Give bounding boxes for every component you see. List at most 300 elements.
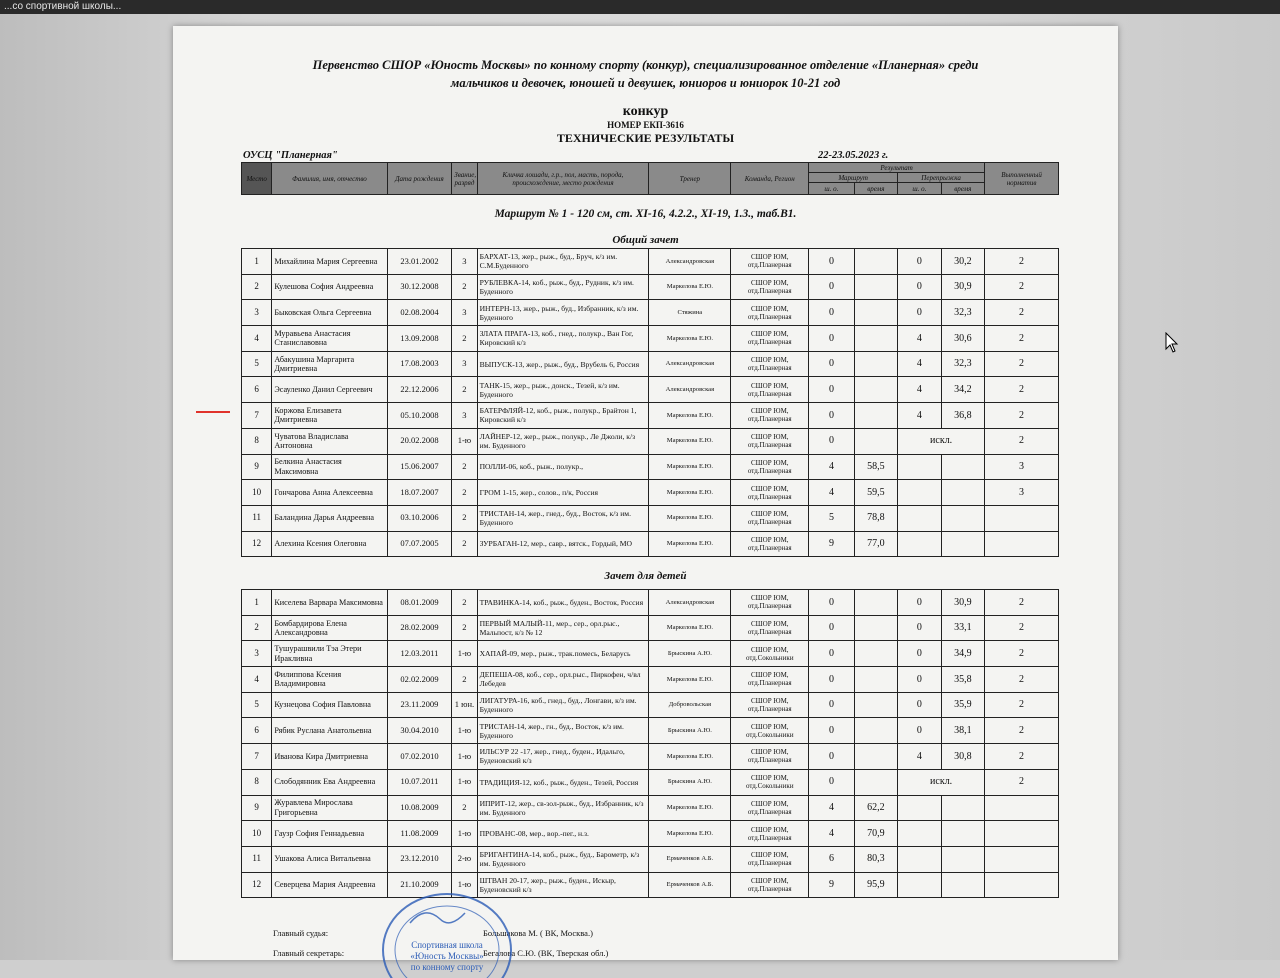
table-row xyxy=(242,667,1059,693)
section-title-general: Общий зачет xyxy=(612,234,679,246)
team-cell: СШОР ЮМ, отд.Планерная xyxy=(731,403,809,429)
team-cell: СШОР ЮМ, отд.Планерная xyxy=(731,480,809,506)
jumpoff-penalty-cell xyxy=(898,821,941,847)
table-row xyxy=(242,769,1059,795)
table-row xyxy=(242,505,1059,531)
team-cell: СШОР ЮМ, отд.Планерная xyxy=(731,667,809,693)
team-cell: СШОР ЮМ, отд.Сокольники xyxy=(731,718,809,744)
coach-cell: Ермаченков А.Б. xyxy=(649,846,731,872)
athlete-name-cell: Гаузр София Геннадьевна xyxy=(272,821,387,847)
place-cell: 3 xyxy=(242,641,272,667)
route-time-cell: 77,0 xyxy=(854,531,897,557)
route-time-cell: 70,9 xyxy=(854,821,897,847)
excluded-cell: искл. xyxy=(898,769,985,795)
col-horse: Кличка лошади, г.р., пол, масть, порода, происхождение, место рождения xyxy=(477,163,649,195)
document-title: конкур xyxy=(622,104,669,119)
norm-cell xyxy=(985,846,1059,872)
results-table-general xyxy=(241,248,1059,557)
category-cell: 2 xyxy=(452,795,477,821)
category-cell: 3 xyxy=(452,249,477,275)
route-time-cell xyxy=(854,428,897,454)
jumpoff-penalty-cell xyxy=(898,872,941,898)
jumpoff-penalty-cell: 4 xyxy=(898,326,941,352)
coach-cell: Маркелова Е.Ю. xyxy=(649,505,731,531)
jumpoff-time-cell xyxy=(941,821,984,847)
category-cell: 2 xyxy=(452,274,477,300)
header-line-1: Первенство СШОР «Юность Москвы» по конному спорту (конкур), специализированное отделение «Планерная» среди xyxy=(312,58,979,72)
jumpoff-penalty-cell xyxy=(898,454,941,480)
athlete-name-cell: Муравьева Анастасия Станиславовна xyxy=(272,326,387,352)
table-row xyxy=(242,480,1059,506)
norm-cell xyxy=(985,795,1059,821)
athlete-name-cell: Бомбардирова Елена Александровна xyxy=(272,615,387,641)
jumpoff-time-cell: 30,9 xyxy=(941,590,984,616)
horse-cell: ДЕПЕША-08, коб., сер., орл.рыс., Пиркофен, ч/вл Лебедев xyxy=(477,667,649,693)
horse-cell: ВЫПУСК-13, жер., рыж., буд., Врубель 6, Россия xyxy=(477,351,649,377)
jumpoff-time-cell: 38,1 xyxy=(941,718,984,744)
team-cell: СШОР ЮМ, отд.Планерная xyxy=(731,326,809,352)
coach-cell: Маркелова Е.Ю. xyxy=(649,615,731,641)
table-row xyxy=(242,795,1059,821)
athlete-name-cell: Эсауленко Данил Сергеевич xyxy=(272,377,387,403)
team-cell: СШОР ЮМ, отд.Планерная xyxy=(731,615,809,641)
coach-cell: Маркелова Е.Ю. xyxy=(649,821,731,847)
athlete-name-cell: Тушурашвили Тэа Этери Иракливна xyxy=(272,641,387,667)
birth-date-cell: 07.02.2010 xyxy=(387,744,452,770)
category-cell: 2 xyxy=(452,377,477,403)
jumpoff-penalty-cell: 0 xyxy=(898,692,941,718)
coach-cell: Маркелова Е.Ю. xyxy=(649,274,731,300)
horse-cell: ПОЛЛИ-06, коб., рыж., полукр., xyxy=(477,454,649,480)
coach-cell: Маркелова Е.Ю. xyxy=(649,531,731,557)
table-row xyxy=(242,351,1059,377)
category-cell: 3 xyxy=(452,300,477,326)
birth-date-cell: 23.11.2009 xyxy=(387,692,452,718)
place-cell: 4 xyxy=(242,326,272,352)
route-time-cell xyxy=(854,692,897,718)
place-cell: 8 xyxy=(242,769,272,795)
route-time-cell xyxy=(854,300,897,326)
col-route-time: время xyxy=(854,183,897,195)
route-penalty-cell: 4 xyxy=(809,821,855,847)
horse-cell: БРИГАНТИНА-14, коб., рыж., буд., Барометр, к/з им. Буденного xyxy=(477,846,649,872)
norm-cell: 2 xyxy=(985,667,1059,693)
athlete-name-cell: Коржова Елизавета Дмитриевна xyxy=(272,403,387,429)
jumpoff-penalty-cell xyxy=(898,795,941,821)
horse-cell: ЗУРБАГАН-12, мер., савр., вятск., Гордый, МО xyxy=(477,531,649,557)
table-row xyxy=(242,821,1059,847)
norm-cell: 2 xyxy=(985,744,1059,770)
horse-cell: ТРАВИНКА-14, коб., рыж., буден., Восток, Россия xyxy=(477,590,649,616)
table-row xyxy=(242,744,1059,770)
place-cell: 1 xyxy=(242,249,272,275)
birth-date-cell: 30.12.2008 xyxy=(387,274,452,300)
category-cell: 1-ю xyxy=(452,872,477,898)
column-header-table xyxy=(241,162,1059,195)
route-time-cell: 62,2 xyxy=(854,795,897,821)
norm-cell: 3 xyxy=(985,454,1059,480)
norm-cell: 2 xyxy=(985,641,1059,667)
route-time-cell xyxy=(854,274,897,300)
category-cell: 2 xyxy=(452,531,477,557)
jumpoff-time-cell xyxy=(941,505,984,531)
birth-date-cell: 18.07.2007 xyxy=(387,480,452,506)
coach-cell: Ермаченков А.Б. xyxy=(649,872,731,898)
table-row xyxy=(242,428,1059,454)
route-time-cell xyxy=(854,744,897,770)
team-cell: СШОР ЮМ, отд.Планерная xyxy=(731,377,809,403)
route-time-cell: 95,9 xyxy=(854,872,897,898)
place-cell: 5 xyxy=(242,692,272,718)
route-time-cell xyxy=(854,326,897,352)
horse-cell: ЗЛАТА ПРАГА-13, коб., гнед., полукр., Ван Гог, Кировский к/з xyxy=(477,326,649,352)
col-result: Результат xyxy=(809,163,985,173)
place-cell: 12 xyxy=(242,872,272,898)
table-row xyxy=(242,615,1059,641)
athlete-name-cell: Иванова Кира Дмитриевна xyxy=(272,744,387,770)
jumpoff-time-cell xyxy=(941,795,984,821)
secretary-label: Главный секретарь: xyxy=(273,948,345,958)
jumpoff-time-cell: 30,6 xyxy=(941,326,984,352)
place-cell: 2 xyxy=(242,615,272,641)
horse-cell: ЛАЙНЕР-12, жер., рыж., полукр., Ле Джоли, к/з им. Буденного xyxy=(477,428,649,454)
horse-cell: ПРОВАНС-08, мер., вор.-пег., н.з. xyxy=(477,821,649,847)
team-cell: СШОР ЮМ, отд.Планерная xyxy=(731,692,809,718)
team-cell: СШОР ЮМ, отд.Планерная xyxy=(731,505,809,531)
horse-cell: БАРХАТ-13, жер., рыж., буд., Бруч, к/з им. С.М.Буденного xyxy=(477,249,649,275)
table-row xyxy=(242,377,1059,403)
horse-cell: БАТЕРФЛЯЙ-12, коб., рыж., полукр., Брайтон 1, Кировский к/з xyxy=(477,403,649,429)
place-cell: 9 xyxy=(242,454,272,480)
norm-cell xyxy=(985,872,1059,898)
place-cell: 2 xyxy=(242,274,272,300)
athlete-name-cell: Филиппова Ксения Владимировна xyxy=(272,667,387,693)
jumpoff-time-cell: 34,9 xyxy=(941,641,984,667)
athlete-name-cell: Баландина Дарья Андреевна xyxy=(272,505,387,531)
route-penalty-cell: 0 xyxy=(809,249,855,275)
birth-date-cell: 10.07.2011 xyxy=(387,769,452,795)
coach-cell: Брыскина А.Ю. xyxy=(649,769,731,795)
birth-date-cell: 21.10.2009 xyxy=(387,872,452,898)
route-penalty-cell: 0 xyxy=(809,428,855,454)
birth-date-cell: 23.12.2010 xyxy=(387,846,452,872)
team-cell: СШОР ЮМ, отд.Планерная xyxy=(731,872,809,898)
horse-cell: РУБЛЕВКА-14, коб., рыж., буд., Рудник, к/з им. Буденного xyxy=(477,274,649,300)
jumpoff-time-cell: 32,3 xyxy=(941,351,984,377)
place-cell: 11 xyxy=(242,846,272,872)
horse-cell: ИПРИТ-12, жер., св-зол-рыж., буд., Избранник, к/з им. Буденного xyxy=(477,795,649,821)
team-cell: СШОР ЮМ, отд.Планерная xyxy=(731,300,809,326)
team-cell: СШОР ЮМ, отд.Планерная xyxy=(731,744,809,770)
category-cell: 1 юн. xyxy=(452,692,477,718)
coach-cell: Маркелова Е.Ю. xyxy=(649,403,731,429)
table-row xyxy=(242,454,1059,480)
col-name: Фамилия, имя, отчество xyxy=(272,163,387,195)
col-jumpoff-penalty: ш. о. xyxy=(898,183,941,195)
jumpoff-penalty-cell: 0 xyxy=(898,615,941,641)
athlete-name-cell: Алехина Ксения Олеговна xyxy=(272,531,387,557)
table-row xyxy=(242,641,1059,667)
stamp-line-2: «Юность Москвы» xyxy=(410,951,484,961)
route-time-cell xyxy=(854,615,897,641)
birth-date-cell: 30.04.2010 xyxy=(387,718,452,744)
col-route-penalty: ш. о. xyxy=(809,183,854,195)
route-time-cell xyxy=(854,641,897,667)
route-penalty-cell: 0 xyxy=(809,590,855,616)
table-row xyxy=(242,718,1059,744)
norm-cell: 2 xyxy=(985,692,1059,718)
place-cell: 7 xyxy=(242,403,272,429)
col-jumpoff: Перепрыжка xyxy=(898,173,985,183)
birth-date-cell: 15.06.2007 xyxy=(387,454,452,480)
route-penalty-cell: 9 xyxy=(809,531,855,557)
route-penalty-cell: 0 xyxy=(809,769,855,795)
norm-cell: 2 xyxy=(985,769,1059,795)
norm-cell: 2 xyxy=(985,428,1059,454)
route-title: Маршрут № 1 - 120 см, ст. XI-16, 4.2.2., XI-19, 1.3., таб.В1. xyxy=(494,208,797,220)
jumpoff-penalty-cell xyxy=(898,480,941,506)
place-cell: 8 xyxy=(242,428,272,454)
athlete-name-cell: Киселева Варвара Максимовна xyxy=(272,590,387,616)
document-title-block xyxy=(173,104,1118,145)
route-time-cell xyxy=(854,590,897,616)
jumpoff-time-cell: 35,8 xyxy=(941,667,984,693)
jumpoff-penalty-cell: 0 xyxy=(898,667,941,693)
athlete-name-cell: Чуватова Владислава Антоновна xyxy=(272,428,387,454)
jumpoff-time-cell: 30,9 xyxy=(941,274,984,300)
team-cell: СШОР ЮМ, отд.Сокольники xyxy=(731,769,809,795)
coach-cell: Маркелова Е.Ю. xyxy=(649,454,731,480)
norm-cell: 2 xyxy=(985,590,1059,616)
route-penalty-cell: 5 xyxy=(809,505,855,531)
route-penalty-cell: 0 xyxy=(809,377,855,403)
col-place: Место xyxy=(242,163,272,195)
norm-cell: 2 xyxy=(985,718,1059,744)
route-penalty-cell: 0 xyxy=(809,274,855,300)
results-table-children xyxy=(241,589,1059,898)
route-time-cell xyxy=(854,249,897,275)
birth-date-cell: 12.03.2011 xyxy=(387,641,452,667)
col-jumpoff-time: время xyxy=(941,183,985,195)
team-cell: СШОР ЮМ, отд.Планерная xyxy=(731,821,809,847)
birth-date-cell: 11.08.2009 xyxy=(387,821,452,847)
route-penalty-cell: 0 xyxy=(809,351,855,377)
norm-cell xyxy=(985,505,1059,531)
birth-date-cell: 23.01.2002 xyxy=(387,249,452,275)
route-time-cell: 78,8 xyxy=(854,505,897,531)
athlete-name-cell: Рябик Руслана Анатольевна xyxy=(272,718,387,744)
stamp-line-3: по конному спорту xyxy=(410,962,484,972)
jumpoff-penalty-cell: 4 xyxy=(898,377,941,403)
birth-date-cell: 07.07.2005 xyxy=(387,531,452,557)
route-penalty-cell: 0 xyxy=(809,718,855,744)
place-cell: 9 xyxy=(242,795,272,821)
route-penalty-cell: 4 xyxy=(809,795,855,821)
category-cell: 2 xyxy=(452,505,477,531)
horse-cell: ТРИСТАН-14, жер., гн., буд., Восток, к/з им. Буденного xyxy=(477,718,649,744)
route-penalty-cell: 0 xyxy=(809,615,855,641)
birth-date-cell: 02.02.2009 xyxy=(387,667,452,693)
athlete-name-cell: Журавлева Мирослава Григорьевна xyxy=(272,795,387,821)
place-cell: 5 xyxy=(242,351,272,377)
category-cell: 1-ю xyxy=(452,428,477,454)
team-cell: СШОР ЮМ, отд.Планерная xyxy=(731,351,809,377)
norm-cell: 2 xyxy=(985,615,1059,641)
horse-cell: ХАПАЙ-09, мер., рыж., трак.помесь, Беларусь xyxy=(477,641,649,667)
route-penalty-cell: 0 xyxy=(809,300,855,326)
team-cell: СШОР ЮМ, отд.Планерная xyxy=(731,531,809,557)
jumpoff-time-cell: 35,9 xyxy=(941,692,984,718)
athlete-name-cell: Быковская Ольга Сергеевна xyxy=(272,300,387,326)
coach-cell: Брыскина А.Ю. xyxy=(649,718,731,744)
category-cell: 3 xyxy=(452,351,477,377)
norm-cell: 2 xyxy=(985,403,1059,429)
category-cell: 2 xyxy=(452,667,477,693)
route-time-cell xyxy=(854,403,897,429)
table-row xyxy=(242,249,1059,275)
table-row xyxy=(242,403,1059,429)
place-cell: 10 xyxy=(242,480,272,506)
athlete-name-cell: Кулешова София Андреевна xyxy=(272,274,387,300)
jumpoff-penalty-cell xyxy=(898,531,941,557)
route-penalty-cell: 9 xyxy=(809,872,855,898)
team-cell: СШОР ЮМ, отд.Планерная xyxy=(731,795,809,821)
horse-cell: ГРОМ 1-15, жер., солов., п/к, Россия xyxy=(477,480,649,506)
coach-cell: Маркелова Е.Ю. xyxy=(649,744,731,770)
table-row xyxy=(242,274,1059,300)
table-row xyxy=(242,872,1059,898)
route-penalty-cell: 4 xyxy=(809,454,855,480)
birth-date-cell: 03.10.2006 xyxy=(387,505,452,531)
route-penalty-cell: 0 xyxy=(809,744,855,770)
birth-date-cell: 05.10.2008 xyxy=(387,403,452,429)
table-row xyxy=(242,590,1059,616)
norm-cell xyxy=(985,821,1059,847)
col-team: Команда, Регион xyxy=(731,163,809,195)
photographed-screen xyxy=(0,14,1280,972)
coach-cell: Маркелова Е.Ю. xyxy=(649,326,731,352)
birth-date-cell: 13.09.2008 xyxy=(387,326,452,352)
route-time-cell xyxy=(854,718,897,744)
route-time-cell xyxy=(854,377,897,403)
jumpoff-penalty-cell: 4 xyxy=(898,744,941,770)
norm-cell: 2 xyxy=(985,377,1059,403)
category-cell: 2 xyxy=(452,590,477,616)
route-penalty-cell: 0 xyxy=(809,326,855,352)
excluded-cell: искл. xyxy=(898,428,985,454)
norm-cell xyxy=(985,531,1059,557)
jumpoff-time-cell xyxy=(941,846,984,872)
coach-cell: Маркелова Е.Ю. xyxy=(649,667,731,693)
red-pen-mark xyxy=(196,411,230,413)
table-row xyxy=(242,326,1059,352)
team-cell: СШОР ЮМ, отд.Планерная xyxy=(731,454,809,480)
organization: ОУСЦ "Планерная" xyxy=(243,150,338,161)
category-cell: 1-ю xyxy=(452,769,477,795)
jumpoff-time-cell xyxy=(941,531,984,557)
coach-cell: Александровская xyxy=(649,590,731,616)
category-cell: 2-ю xyxy=(452,846,477,872)
athlete-name-cell: Северцева Мария Андреевна xyxy=(272,872,387,898)
route-time-cell: 80,3 xyxy=(854,846,897,872)
judge-label: Главный судья: xyxy=(273,928,329,938)
category-cell: 2 xyxy=(452,454,477,480)
route-time-cell xyxy=(854,769,897,795)
route-penalty-cell: 0 xyxy=(809,667,855,693)
category-cell: 1-ю xyxy=(452,821,477,847)
route-penalty-cell: 0 xyxy=(809,641,855,667)
horse-cell: ИЛЬСУР 22 -17, жер., гнед., буден., Идальго, Буденовский к/з xyxy=(477,744,649,770)
coach-cell: Маркелова Е.Ю. xyxy=(649,428,731,454)
jumpoff-penalty-cell xyxy=(898,846,941,872)
norm-cell: 2 xyxy=(985,351,1059,377)
category-cell: 1-ю xyxy=(452,744,477,770)
official-stamp xyxy=(380,888,515,978)
team-cell: СШОР ЮМ, отд.Сокольники xyxy=(731,641,809,667)
ekp-number: НОМЕР ЕКП-3616 xyxy=(607,120,684,130)
team-cell: СШОР ЮМ, отд.Планерная xyxy=(731,274,809,300)
document-sheet xyxy=(173,26,1118,972)
route-time-cell: 59,5 xyxy=(854,480,897,506)
team-cell: СШОР ЮМ, отд.Планерная xyxy=(731,590,809,616)
route-penalty-cell: 0 xyxy=(809,403,855,429)
birth-date-cell: 28.02.2009 xyxy=(387,615,452,641)
birth-date-cell: 17.08.2003 xyxy=(387,351,452,377)
athlete-name-cell: Кузнецова София Павловна xyxy=(272,692,387,718)
browser-topbar: ...со спортивной школы... xyxy=(0,0,1280,14)
coach-cell: Александровская xyxy=(649,377,731,403)
birth-date-cell: 10.08.2009 xyxy=(387,795,452,821)
route-time-cell xyxy=(854,667,897,693)
category-cell: 2 xyxy=(452,480,477,506)
coach-cell: Александровская xyxy=(649,249,731,275)
category-cell: 1-ю xyxy=(452,641,477,667)
table-row xyxy=(242,531,1059,557)
col-coach: Тренер xyxy=(649,163,731,195)
route-penalty-cell: 4 xyxy=(809,480,855,506)
category-cell: 2 xyxy=(452,326,477,352)
place-cell: 4 xyxy=(242,667,272,693)
mouse-cursor-icon xyxy=(1165,332,1181,354)
jumpoff-penalty-cell: 0 xyxy=(898,641,941,667)
category-cell: 2 xyxy=(452,615,477,641)
horse-cell: ИНТЕРН-13, жер., рыж., буд., Избранник, к/з им. Буденного xyxy=(477,300,649,326)
horse-cell: ЛИГАТУРА-16, коб., гнед., буд., Лонгави, к/з им. Буденного xyxy=(477,692,649,718)
coach-cell: Брыскина А.Ю. xyxy=(649,641,731,667)
birth-date-cell: 22.12.2006 xyxy=(387,377,452,403)
table-row xyxy=(242,300,1059,326)
route-time-cell: 58,5 xyxy=(854,454,897,480)
place-cell: 6 xyxy=(242,718,272,744)
horse-cell: ТРИСТАН-14, жер., гнед., буд., Восток, к/з им. Буденного xyxy=(477,505,649,531)
judge-name: Большакова М. ( ВК, Москва.) xyxy=(483,928,593,938)
category-cell: 1-ю xyxy=(452,718,477,744)
event-dates: 22-23.05.2023 г. xyxy=(818,150,889,161)
category-cell: 3 xyxy=(452,403,477,429)
jumpoff-time-cell xyxy=(941,480,984,506)
birth-date-cell: 20.02.2008 xyxy=(387,428,452,454)
jumpoff-time-cell: 36,8 xyxy=(941,403,984,429)
horse-cell: ТАНК-15, жер., рыж., донск., Тезей, к/з им. Буденного xyxy=(477,377,649,403)
place-cell: 1 xyxy=(242,590,272,616)
team-cell: СШОР ЮМ, отд.Планерная xyxy=(731,249,809,275)
place-cell: 6 xyxy=(242,377,272,403)
place-cell: 10 xyxy=(242,821,272,847)
horse-cell: ПЕРВЫЙ МАЛЫЙ-11, мер., сер., орл.рыс., Мальпост, к/з № 12 xyxy=(477,615,649,641)
norm-cell: 2 xyxy=(985,300,1059,326)
place-cell: 11 xyxy=(242,505,272,531)
place-cell: 12 xyxy=(242,531,272,557)
